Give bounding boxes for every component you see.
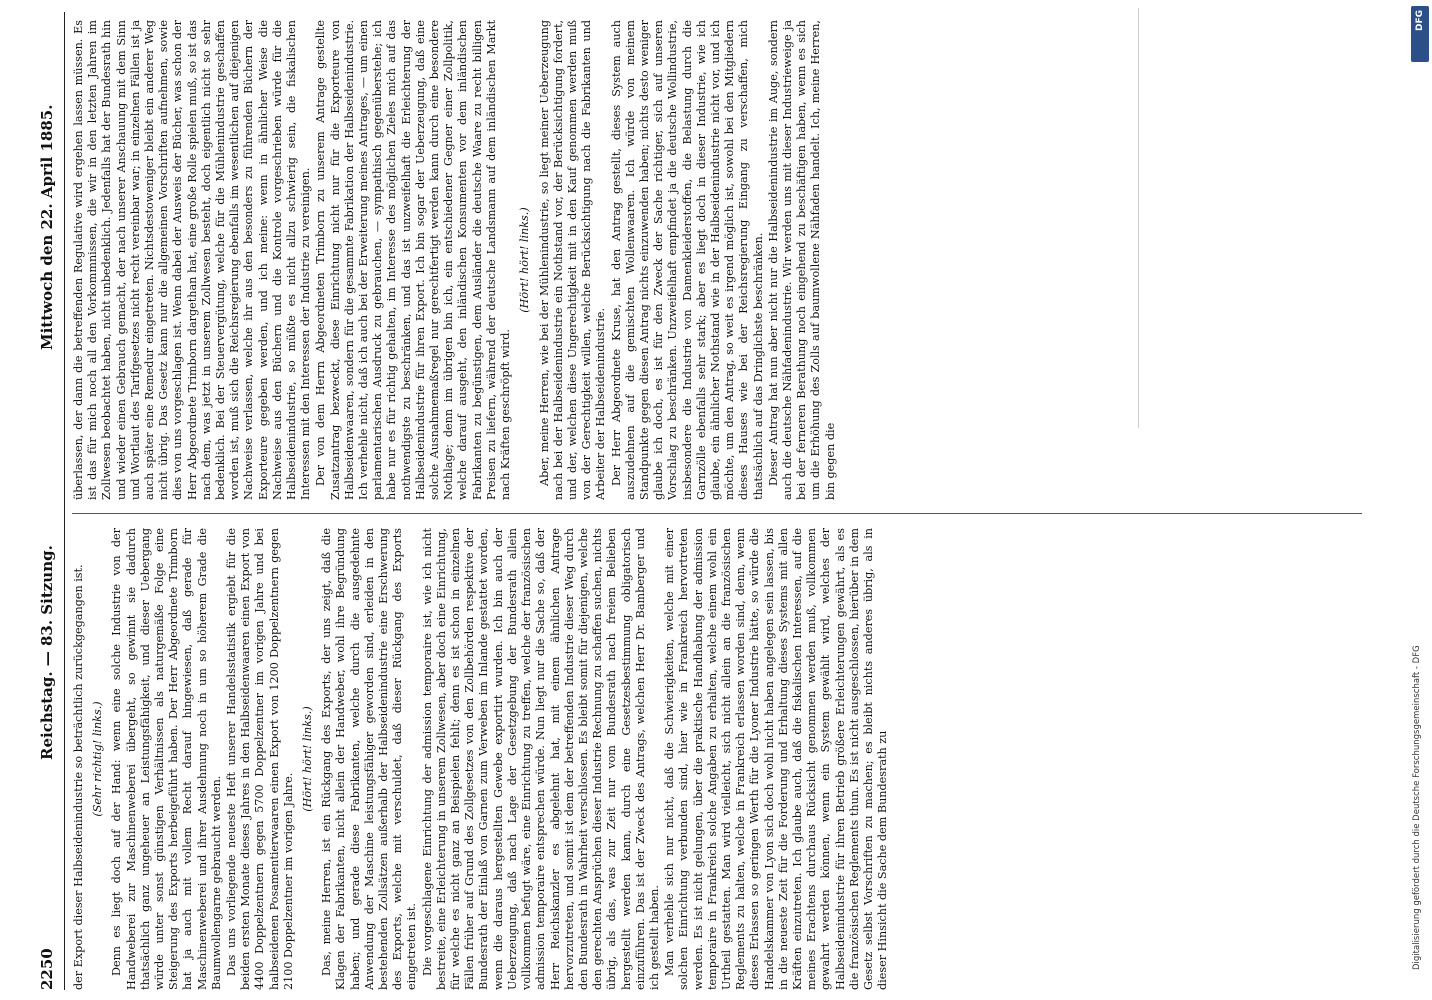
interjection: (Hört! hört! links.) [301,706,315,812]
left-column-paragraph: der Export dieser Halbseidenindustrie so beträchtlich zurückgegangen ist. [72,564,85,990]
left-column-paragraph: Denn es liegt doch auf der Hand: wenn eine solche Industrie von der Handweberei zur Maschinenweberei übergeht, so gewinnt sie dadurch thatsächlich ganz ungeheuer an Leistungsfähigkeit, und dieser Uebergang würde unter sonst günstigen Verhältnissen als naturgemäße Folge eine Steigerung des Exports herbeigeführt haben. Der Herr Abgeordnete Trimborn hat ja auch mit vollem Recht darauf hingewiesen, daß gerade für Maschinenweberei und ihrer Ausdehnung noch in um so höherem Grade die Baumwollengarne gebraucht werden. [110,528,223,990]
right-column-paragraph: Der von dem Herrn Abgeordneten Trimborn zu unserem Antrage gestellte Zusatzantrag bezweckt, diese Einrichtung nicht nur für die Exporteure von Halbseidenwaaren, sondern für die gesammte Fabrikation der Halbseidenindustrie. Ich verhehle nicht, daß ich auch bei der Erweiterung meines Antrages, — um einen parlamentarischen Ausdruck zu gebrauchen, — sympathisch gegenüberstehe; ich habe nur es für richtig gehalten, im Interesse des möglichen Zieles mich auf das nothwendigste zu beschränken, und das ist unzweifelhaft die Erleichterung der Halbseidenindustrie für ihren Export. Ich bin sogar der Ueberzeugung, daß eine solche Ausnahmemaßregel nur gerechtfertigt werden kann durch eine besondere Nothlage; denn im übrigen bin ich, ein entschiedener Gegner einer Zollpolitik, welche darauf ausgeht, den inländischen Konsumenten vor dem inländischen Fabrikanten zu begünstigen, dem Ausländer die deutsche Waare zu recht billigen Preisen zu liefern, während der deutsche Landsmann auf dem inländischen Markt nach Kräften geschröpft wird. [314,20,513,500]
text-column-right [72,20,1372,500]
page-header [36,12,65,990]
left-column-paragraph: Das uns vorliegende neueste Heft unserer Handelsstatistik ergiebt für die beiden ersten Monate dieses Jahres in den Halbseidenwaaren einen Export von 4400 Doppelzentnern gegen 5700 Doppelzentner im vorigen Jahre und bei halbseidenen Posamentierwaaren einen Export von 1200 Doppelzentnern gegen 2100 Doppelzentner im vorigen Jahre. [225,528,295,990]
page-number: 2250 [38,948,56,990]
digitization-notice: Digitalisierung gefördert durch die Deutsche Forschungsgemeinschaft - DFG [1412,645,1422,970]
right-column-paragraph: Der Herr Abgeordnete Kruse, hat den Antrag gestellt, dieses System auch auszudehnen auf die gemischten Wollenwaaren. Ich würde von meinem Standpunkte gegen diesen Antrag nichts einzuwenden haben; nichts desto weniger glaube ich doch, es ist für den Zweck der Sache richtiger, sich auf unseren Vorschlag zu beschränken. Unzweifelhaft empfindet ja die deutsche Wollindustrie, insbesondere die Industrie von Damenkleiderstoffen, die Belastung durch die Garnzölle ebenfalls sehr stark; aber es liegt doch in dieser Industrie, wie ich glaube, ein ähnlicher Nothstand wie in der Halbseidenindustrie nicht vor, und ich möchte, um den Antrag, so weit es irgend möglich ist, sowohl bei den Mitgliedern dieses Hauses wie bei der Reichsregierung Eingang zu verschaffen, mich thatsächlich auf das Dringlichste beschränken. [609,20,765,500]
right-column-paragraph: Aber, meine Herren, wie bei der Mühlenindustrie, so liegt meiner Ueberzeugung nach bei der Halbseidenindustrie ein Nothstand vor, der Berücksichtigung fordert, und der, welchen diese Ungerechtigkeit mit in den Kauf genommen werden muß von der Gerechtigkeit willen, welche Berücksichtigung nach die Fabrikanten und Arbeiter der Halbseidenindustrie. [537,20,608,500]
interjection: (Sehr richtig! links.) [91,701,105,817]
right-column-paragraph: überlassen, der dann die betreffenden Regulative wird ergehen lassen müssen. Es ist das für mich noch all den Vorkommnissen, die wir in den letzten Jahren im Zollwesen beobachtet haben, nicht unbedenklich. Jedenfalls hat der Bundesrath hin und wieder einen Gebrauch gemacht, der nach unserer Anschauung mit dem Sinn und Wortlaut des Tarifgesetzes nicht recht vereinbar war; in einzelnen Fällen ist ja auch später eine Remedur eingetreten. Nichtsdestoweniger bleibt ein anderer Weg nicht übrig. Das Gesetz kann nur die allgemeinen Vorschriften aufnehmen, sowie dies von uns vorgeschlagen ist. Wenn dabei der Ausweis der Bücher, was schon der Herr Abgeordnete Trimborn dargethan hat, eine große Rolle spielen muß, so ist das nach dem, was jetzt in unserem Zollwesen besteht, doch eigentlich nicht so sehr bedenklich. Bei der Steuervergütung, welche für die Mühlenindustrie geschaffen worden ist, muß sich die Reichsregierung ebenfalls im wesentlichen auf diejenigen Nachweise verlassen, welche ihr aus den besonders zu führenden Büchern der Exporteure gegeben werden, und ich meine: wenn in ähnlicher Weise die Nachweise aus den Büchern und die Kontrole vorgeschrieben würde für die Halbseidenindustrie, so müßte es nicht allzu schwierig sein, die fiskalischen Interessen mit den Interessen der Industrie zu vereinigen. [72,20,313,500]
scan-fold-mark [1138,8,1139,428]
left-column-paragraph: Das, meine Herren, ist ein Rückgang des Exports, der uns zeigt, daß die Klagen der Fabrikanten, nicht allein der Handweber, wohl ihre Begründung haben; und gerade diese Fabrikanten, welche durch die ausgedehnte Anwendung der Maschine leistungsfähiger geworden sind, erleiden in den bestehenden Zollsätzen außerhalb der Halbseidenindustrie eine Erschwerung des Exports, welche mit verschuldet, daß dieser Rückgang des Exports eingetreten ist. [320,528,419,990]
column-divider [72,513,1362,514]
session-title: Reichstag. — 83. Sitzung. [38,545,56,760]
interjection: (Hört! hört! links.) [518,207,532,313]
session-date: Mittwoch den 22. April 1885. [38,104,56,350]
dfg-logo: DFG [1411,6,1429,62]
left-column-paragraph: Die vorgeschlagene Einrichtung der admission temporaire ist, wie ich nicht bestreite, eine Erleichterung in unserem Zollwesen, aber doch eine Einrichtung, für welche es nicht ganz an Beispielen fehlt; denn es ist schon in einzelnen Fällen früher auf Grund des Zollgesetzes von den Zollbehörden respektive der Bundesrath der Einlaß von Garnen zum Verweben im Inlande gestattet worden, wenn die daraus hergestellten Gewebe exportirt wurden. Ich bin auch der Ueberzeugung, daß nach Lage der Gesetzgebung der Bundesrath allein vollkommen befugt wäre, eine Einrichtung zu treffen, welche der französischen admission temporaire entsprechen würde. Nun liegt nur die Sache so, daß der Herr Reichskanzler es abgelehnt hat, mit einem ähnlichen Antrage hervorzutreten, und somit ist dem der betreffenden Industrie dieser Weg durch den Bundesrath in Wahrheit verschlossen. Es bleibt somit für diejenigen, welche den gerechten Ansprüchen dieser Industrie Rechnung zu schaffen suchen, nichts übrig, als das, was zur Zeit nur vom Bundesrath nach freiem Belieben hergestellt werden kann, durch eine Gesetzesbestimmung obligatorisch einzuführen. Das ist der Zweck des Antrags, welchen Herr Dr. Bamberger und ich gestellt haben. [420,528,661,990]
left-column-paragraph: Man verhehle sich nur nicht, daß die Schwierigkeiten, welche mit einer solchen Einrichtung verbunden sind, hier wie in Frankreich hervortreten werden. Es ist nicht gelungen, über die praktische Handhabung der admission temporaire in Frankreich solche Angaben zu erhalten, welche einem wohl ein Urtheil gestatten. Man wird vielleicht, sich nicht allein an die französischen Reglements zu halten, welche in Frankreich erlassen worden sind, denn, wenn dieses Erlassen so geringen Werth für die Lyoner Industrie hätte, so würde die Handelskammer von Lyon sich doch wohl nicht haben angelegen sein lassen, bis in die neueste Zeit für die Forderung und Erhaltung dieses Systems mit allen Kräften einzutreten. Ich glaube auch, daß die fiskalischen Interessen, auf die meines Erachtens durchaus Rücksicht genommen werden muß, vollkommen gewahrt werden können, wenn ein System gewählt wird, welches der Halbseidenindustrie für ihren Betrieb größere Erleichterungen gewährt, als es die französischen Reglements thun. Es ist nicht ausgeschlossen, hierüber in dem Gesetz selbst Vorschriften zu machen; es bleibt nichts anderes übrig, als in dieser Hinsicht die Sache dem Bundesrath zu [663,528,890,990]
right-column-paragraph: Dieser Antrag hat nun aber nicht nur die Halbseidenindustrie im Auge, sondern auch die deutsche Nähfadenindustrie. Wir werden uns mit dieser Industrieweige ja bei der ferneren Berathung noch eingehend zu beschäftigen haben, wenn es sich um die Erhöhung des Zolls auf baumwollene Nähfaden handelt. Ich, meine Herren, bin gegen die [766,20,837,500]
text-column-left [72,528,1372,990]
